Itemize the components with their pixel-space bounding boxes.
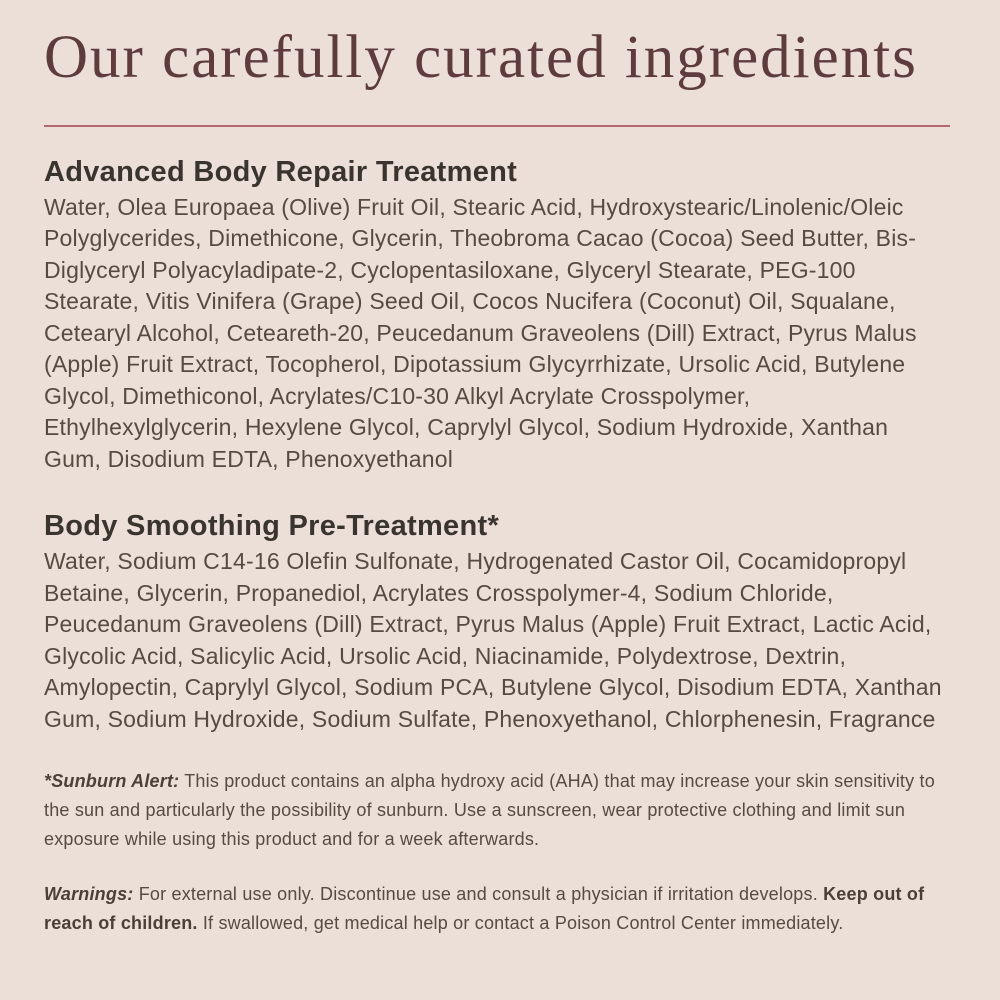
warnings-label: Warnings: bbox=[44, 884, 134, 905]
warnings-text-part2: If swallowed, get medical help or contact a Poison Control Center immediately. bbox=[202, 913, 844, 934]
warnings-text-part1: For external use only. Discontinue use and consult a physician if irritation develops. bbox=[138, 884, 818, 905]
page-title: Our carefully curated ingredients bbox=[44, 24, 918, 91]
section-body-smoothing-pre-treatment bbox=[44, 509, 950, 735]
section-advanced-body-repair bbox=[44, 155, 950, 476]
sunburn-alert-paragraph bbox=[44, 767, 950, 854]
section-heading-advanced-body-repair: Advanced Body Repair Treatment bbox=[44, 155, 518, 188]
sunburn-alert-label: *Sunburn Alert: bbox=[44, 771, 180, 792]
warnings-keep-out-of-reach-text: Keep out of reach of children. bbox=[44, 884, 925, 934]
ingredients-list-advanced-body-repair: Water, Olea Europaea (Olive) Fruit Oil, Stearic Acid, Hydroxystearic/Linolenic/Oleic Polyglycerides, Dimethicone, Glycerin, Theobroma Cacao (Cocoa) Seed Butter, Bis-Diglyceryl Polyacyladipate-2, Cyclopentasiloxane, Glyceryl Stearate, PEG-100 Stearate, Vitis Vinifera (Grape) Seed Oil, Cocos Nucifera (Coconut) Oil, Squalane, Cetearyl Alcohol, Ceteareth-20, Peucedanum Graveolens (Dill) Extract, Pyrus Malus (Apple) Fruit Extract, Tocopherol, Dipotassium Glycyrrhizate, Ursolic Acid, Butylene Glycol, Dimethiconol, Acrylates/C10-30 Alkyl Acrylate Crosspolymer, Ethylhexylglycerin, Hexylene Glycol, Caprylyl Glycol, Sodium Hydroxide, Xanthan Gum, Disodium EDTA, Phenoxyethanol bbox=[44, 193, 917, 472]
section-heading-body-smoothing-pre-treatment: Body Smoothing Pre-Treatment* bbox=[44, 510, 500, 543]
warnings-paragraph bbox=[44, 880, 950, 938]
ingredients-list-body-smoothing-pre-treatment: Water, Sodium C14-16 Olefin Sulfonate, Hydrogenated Castor Oil, Cocamidopropyl Betaine, Glycerin, Propanediol, Acrylates Crosspolymer-4, Sodium Chloride, Peucedanum Graveolens (Dill) Extract, Pyrus Malus (Apple) Fruit Extract, Lactic Acid, Glycolic Acid, Salicylic Acid, Ursolic Acid, Niacinamide, Polydextrose, Dextrin, Amylopectin, Caprylyl Glycol, Sodium PCA, Butylene Glycol, Disodium EDTA, Xanthan Gum, Sodium Hydroxide, Sodium Sulfate, Phenoxyethanol, Chlorphenesin, Fragrance bbox=[44, 548, 942, 732]
title-divider bbox=[44, 125, 950, 127]
sunburn-alert-text: This product contains an alpha hydroxy acid (AHA) that may increase your skin sensitivity to the sun and particularly the possibility of sunburn. Use a sunscreen, wear protective clothing and limit sun exposure while using this product and for a week afterwards. bbox=[44, 771, 935, 850]
